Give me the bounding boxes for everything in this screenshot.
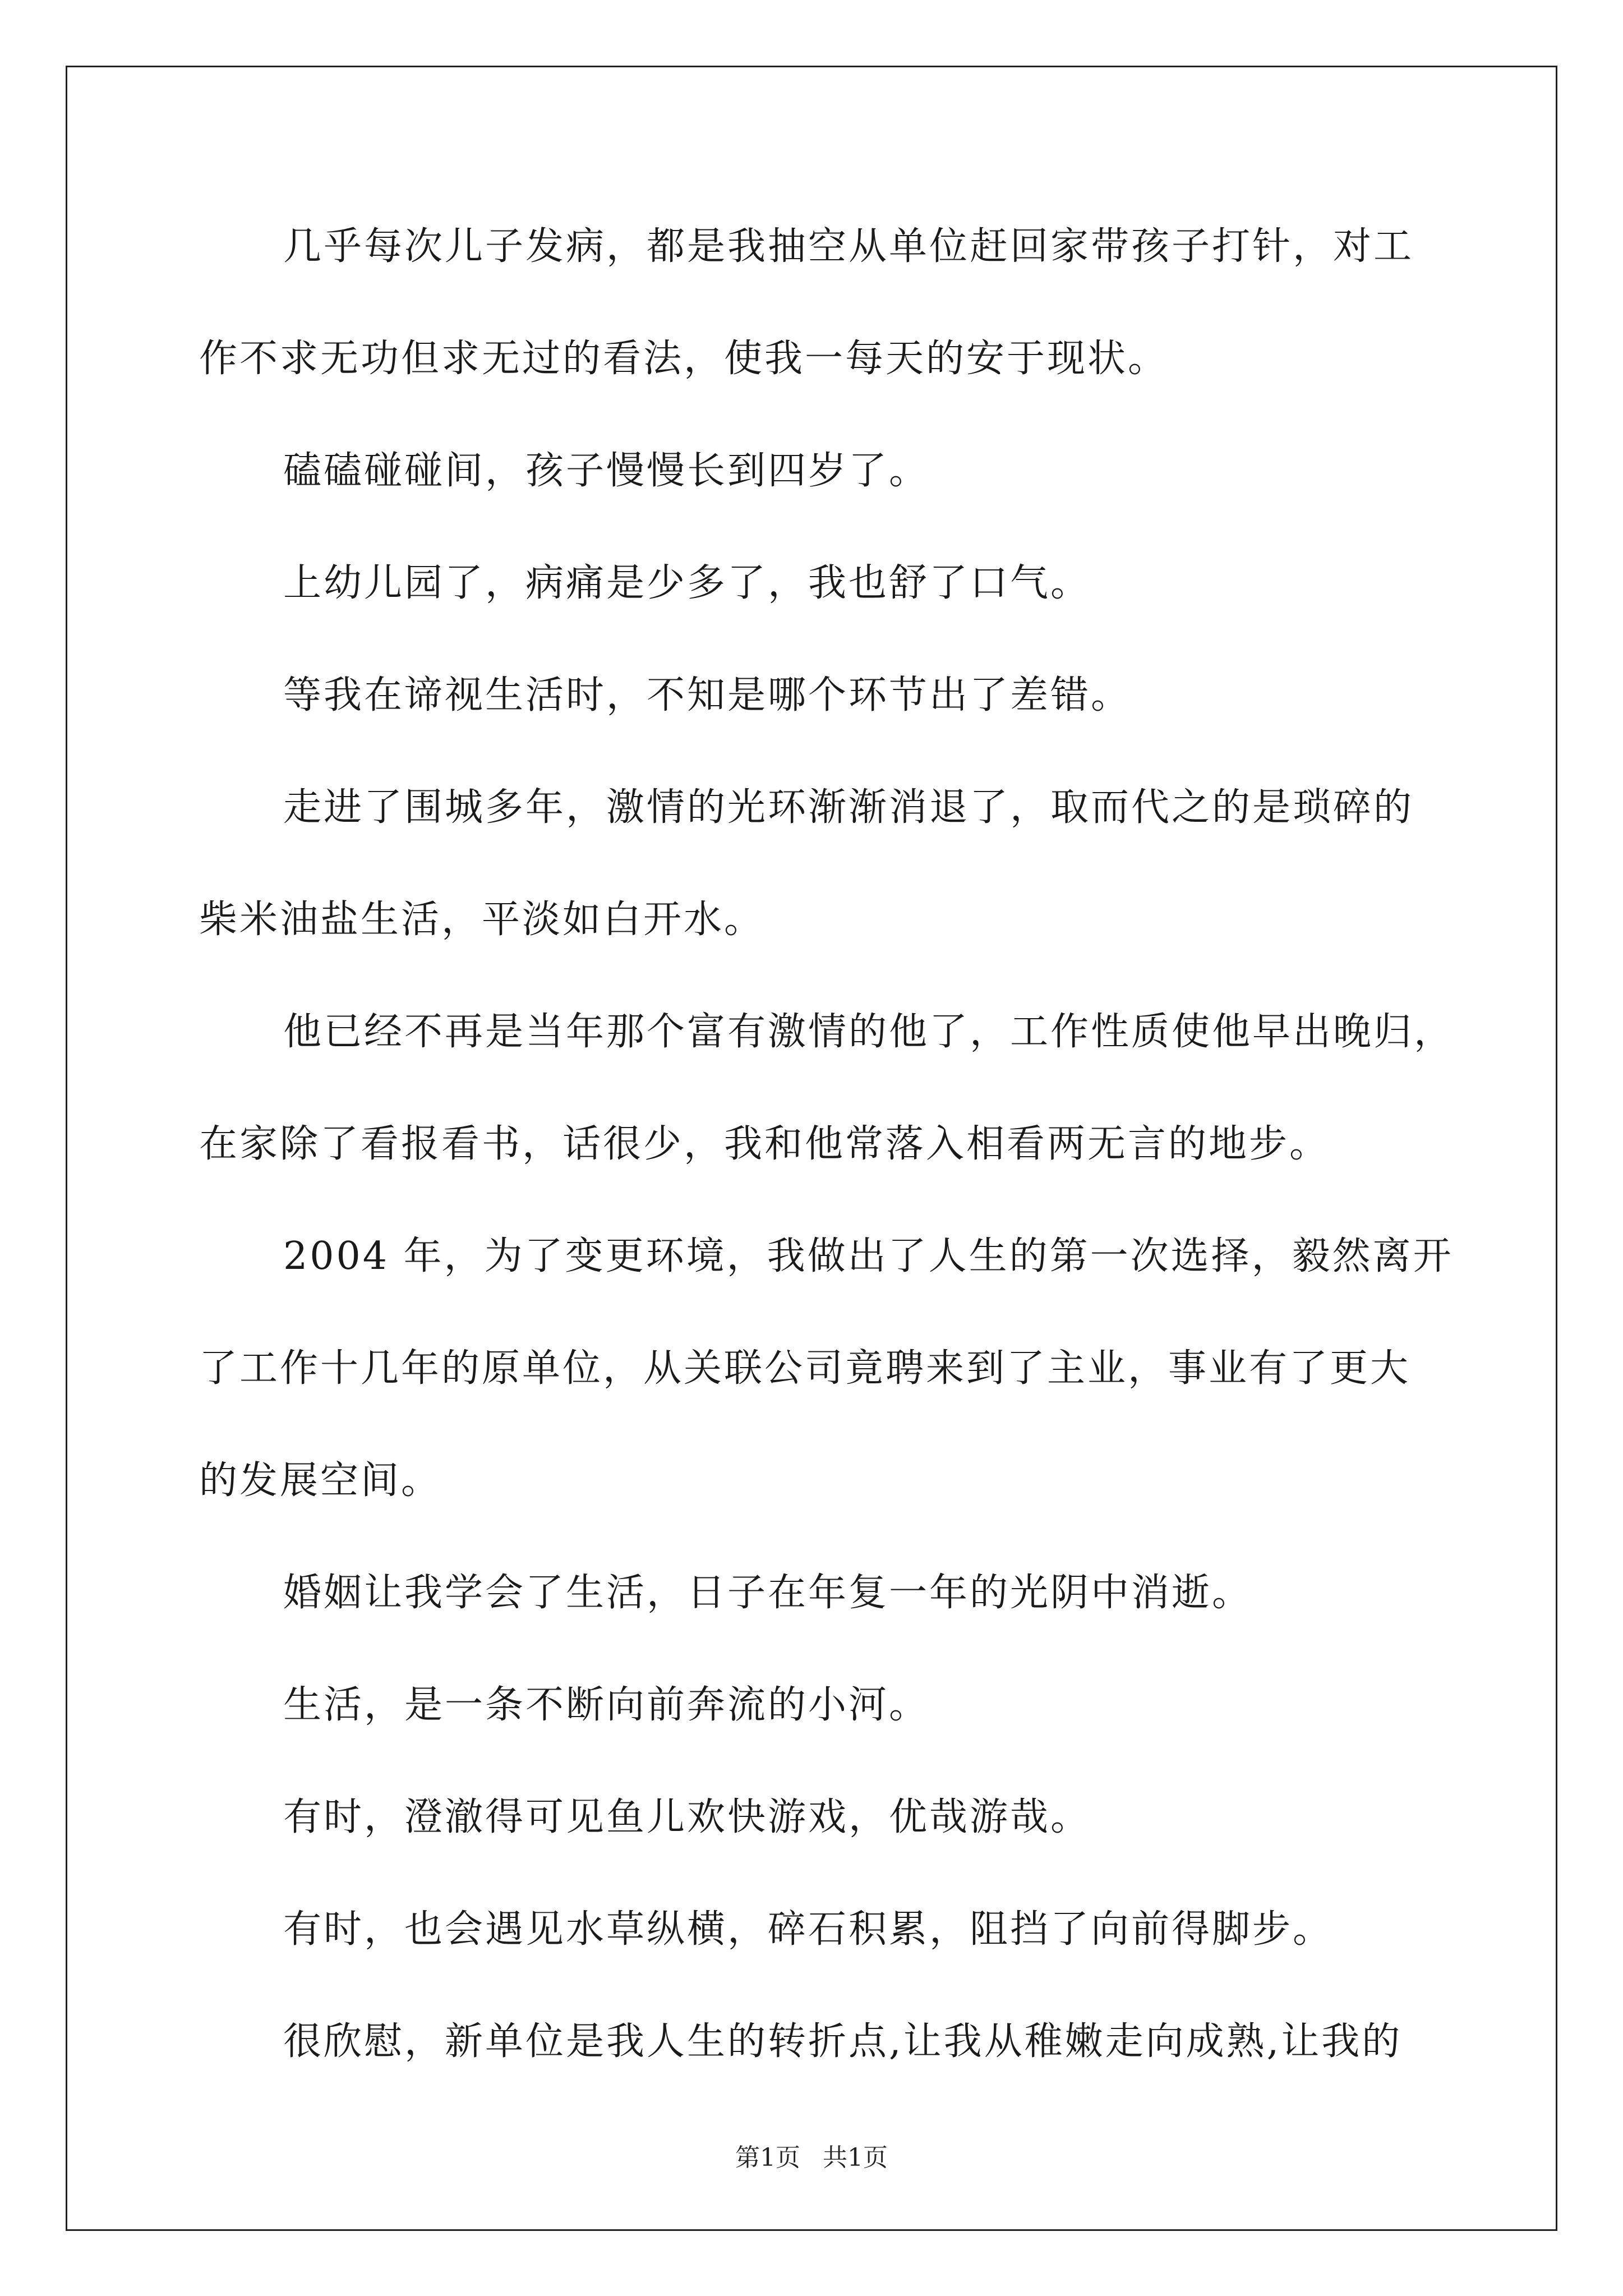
text-line: 生活，是一条不断向前奔流的小河。 xyxy=(283,1683,930,1727)
text-line: 几乎每次儿子发病，都是我抽空从单位赶回家带孩子打针，对工 xyxy=(283,224,1414,269)
text-line: 在家除了看报看书，话很少，我和他常落入相看两无言的地步。 xyxy=(199,1122,1330,1166)
page-footer xyxy=(0,2137,1623,2173)
text-line: 磕磕碰碰间，孩子慢慢长到四岁了。 xyxy=(283,449,930,493)
text-line: 柴米油盐生活，平淡如白开水。 xyxy=(199,898,765,942)
text-line: 婚姻让我学会了生活，日子在年复一年的光阴中消逝。 xyxy=(283,1571,1253,1615)
page-number: 第1页 xyxy=(735,2143,800,2172)
text-line: 2004 年，为了变更环境，我做出了人生的第一次选择，毅然离开 xyxy=(283,1234,1454,1278)
text-line: 走进了围城多年，激情的光环渐渐消退了，取而代之的是琐碎的 xyxy=(283,785,1414,830)
page-total: 共1页 xyxy=(823,2143,888,2172)
text-line: 了工作十几年的原单位，从关联公司竟聘来到了主业，事业有了更大 xyxy=(199,1346,1411,1391)
text-line: 有时，澄澈得可见鱼儿欢快游戏，优哉游哉。 xyxy=(283,1795,1091,1839)
text-line: 很欣慰，新单位是我人生的转折点,让我从稚嫩走向成熟,让我的 xyxy=(283,2019,1403,2064)
text-line: 他已经不再是当年那个富有激情的他了，工作性质使他早出晚归， xyxy=(283,1010,1455,1054)
text-line: 等我在谛视生活时，不知是哪个环节出了差错。 xyxy=(283,673,1132,717)
text-line: 的发展空间。 xyxy=(199,1458,442,1503)
text-line: 有时，也会遇见水草纵横，碎石积累，阻挡了向前得脚步。 xyxy=(283,1907,1334,1952)
text-line: 作不求无功但求无过的看法，使我一每天的安于现状。 xyxy=(199,337,1169,381)
text-line: 上幼儿园了，病痛是少多了，我也舒了口气。 xyxy=(283,561,1091,605)
